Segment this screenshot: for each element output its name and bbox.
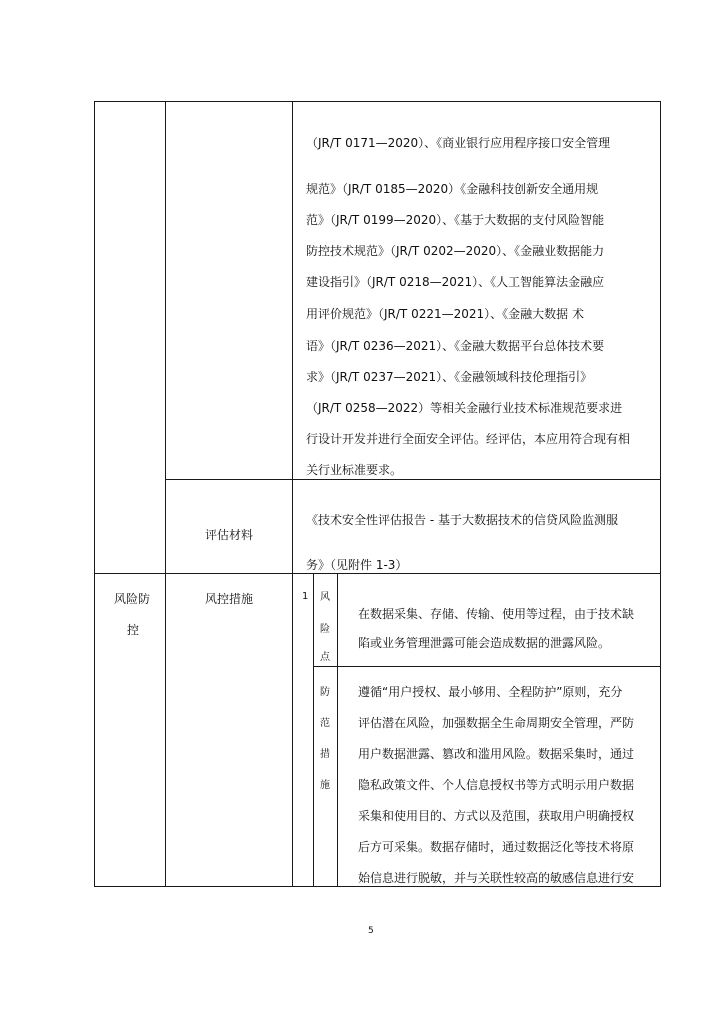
prevention-label-char: 防 [320,687,330,698]
risk-point-line: 在数据采集、存储、传输、使用等过程，由于技术缺 [358,607,635,621]
table-bottom-border [94,886,660,887]
standards-line: 行设计开发并进行全面安全评估。经评估，本应用符合现有相 [306,432,631,446]
standards-line: （JR/T 0171—2020）、《商业银行应用程序接口安全管理 [306,136,611,150]
prevention-line: 评估潜在风险，加强数据全生命周期安全管理，严防 [358,716,635,730]
risk-section-label: 风险防 [114,592,151,606]
assessment-line: 《技术安全性评估报告 - 基于大数据技术的信贷风险监测服 [306,513,618,527]
column-divider-2 [292,101,293,887]
table-right-border [660,101,661,887]
prevention-line: 隐私政策文件、个人信息授权书等方式明示用户数据 [358,778,635,792]
risk-point-label-char: 点 [320,652,330,663]
standards-line: 求》（JR/T 0237—2021）、《金融领域科技伦理指引》 [306,370,593,384]
risk-point-label-char: 险 [320,624,330,635]
risk-point-label-char: 风 [320,592,330,603]
standards-line: 建设指引》（JR/T 0218—2021）、《人工智能算法金融应 [306,275,605,289]
table-left-border [94,101,95,887]
prevention-line: 用户数据泄露、篡改和滥用风险。数据采集时，通过 [358,747,635,761]
risk-point-line: 陷或业务管理泄露可能会造成数据的泄露风险。 [358,636,611,650]
prevention-line: 始信息进行脱敏，并与关联性较高的敏感信息进行安 [358,871,635,885]
standards-line: （JR/T 0258—2022）等相关金融行业技术标准规范要求进 [306,401,623,415]
standards-line: 关行业标准要求。 [306,463,403,477]
risk-measures-label: 风控措施 [205,592,254,606]
prevention-label-char: 范 [320,718,330,729]
column-divider-1 [165,101,166,887]
standards-line: 用评价规范》（JR/T 0221—2021）、《金融大数据 术 [306,307,584,321]
standards-line: 语》（JR/T 0236—2021）、《金融大数据平台总体技术要 [306,339,605,353]
standards-line: 防控技术规范》（JR/T 0202—2020）、《金融业数据能力 [306,244,605,258]
prevention-line: 后方可采集。数据存储时，通过数据泛化等技术将原 [358,840,635,854]
prevention-label-char: 措 [320,749,330,760]
page-number: 5 [368,926,374,936]
item-number: 1 [302,591,309,602]
prevention-line: 采集和使用目的、方式以及范围，获取用户明确授权 [358,809,635,823]
risk-section-label: 控 [127,623,140,637]
row-divider-prevention [313,666,660,667]
table-top-border [94,101,660,102]
assessment-line: 务》（见附件 1-3） [306,558,408,572]
prevention-label-char: 施 [320,780,330,791]
standards-line: 规范》（JR/T 0185—2020）《金融科技创新安全通用规 [306,182,599,196]
prevention-line: 遵循“用户授权、最小够用、全程防护”原则，充分 [358,685,623,699]
row-divider-risk [94,573,660,574]
column-divider-number [313,573,314,887]
assessment-label: 评估材料 [205,528,254,542]
standards-line: 范》（JR/T 0199—2020）、《基于大数据的支付风险智能 [306,213,605,227]
row-divider-assessment [165,479,660,480]
column-divider-label [337,573,338,887]
